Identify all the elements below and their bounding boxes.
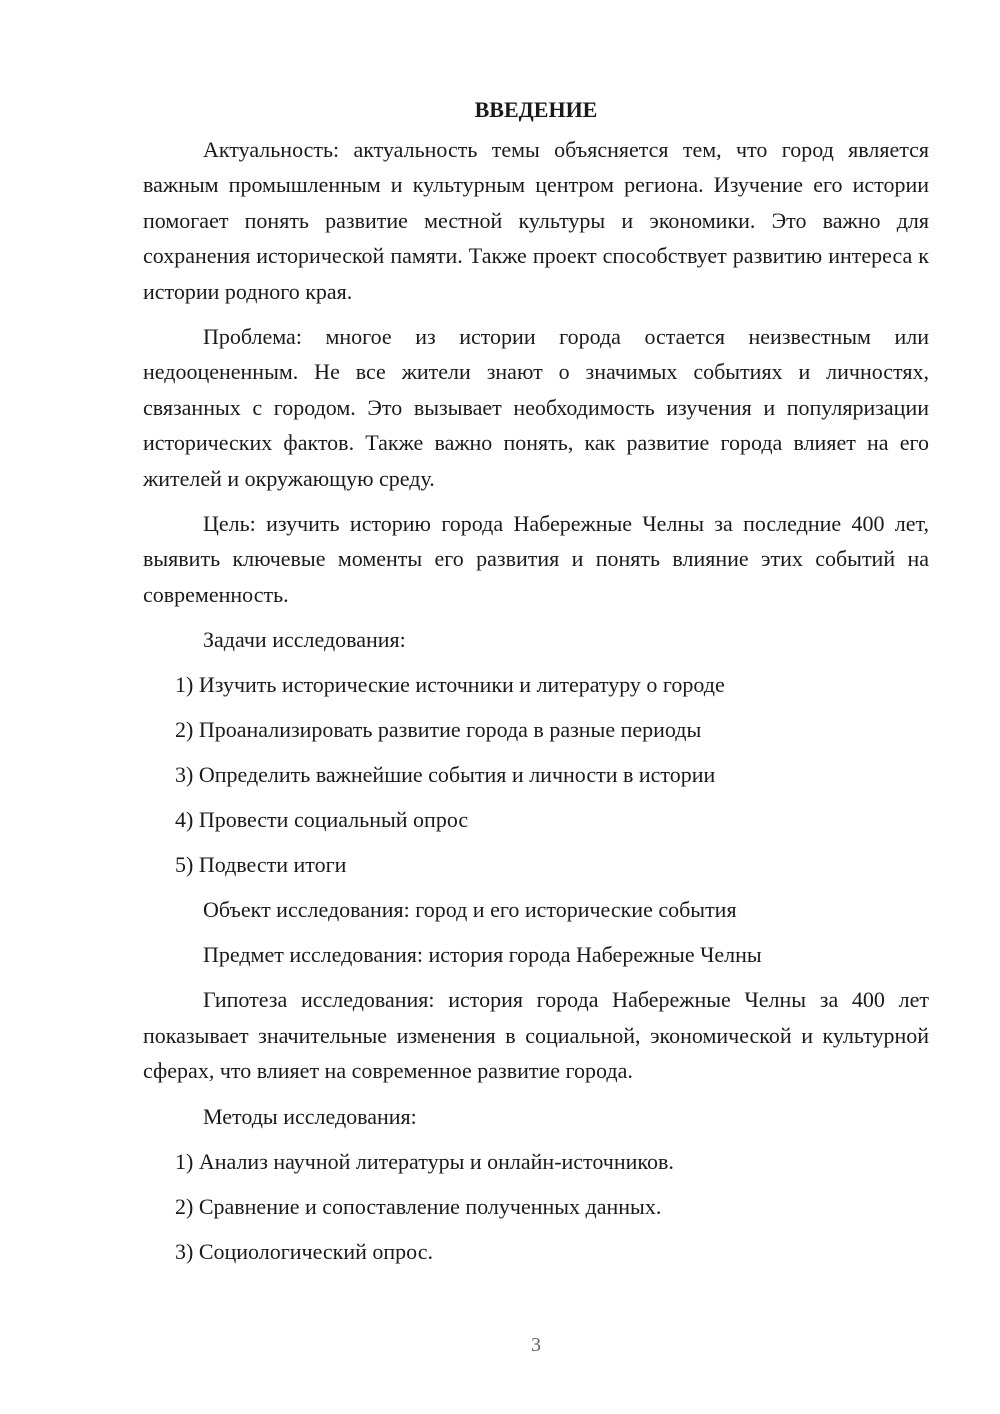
section-heading: ВВЕДЕНИЕ bbox=[474, 97, 598, 122]
goal-paragraph: Цель: изучить историю города Набережные Челны за последние 400 лет, выявить ключевые моменты его развития и понять влияние этих событий на современность. bbox=[143, 511, 929, 607]
problem-paragraph: Проблема: многое из истории города остается неизвестным или недооцененным. Не все жители знают о значимых событиях и личностях, связанных с городом. Это вызывает необходимость изучения и популяризации исторических фактов. Также важно понять, как развитие города влияет на его жителей и окружающую среду. bbox=[143, 324, 929, 491]
methods-title: Методы исследования: bbox=[203, 1103, 417, 1129]
task-item: 1) Изучить исторические источники и литературу о городе bbox=[175, 672, 725, 698]
subject-line: Предмет исследования: история города Набережные Челны bbox=[203, 942, 762, 968]
method-item: 2) Сравнение и сопоставление полученных данных. bbox=[175, 1193, 662, 1219]
task-item: 4) Провести социальный опрос bbox=[175, 807, 469, 833]
tasks-title: Задачи исследования: bbox=[203, 627, 406, 653]
document-body bbox=[143, 92, 929, 1279]
object-line: Объект исследования: город и его исторические события bbox=[203, 897, 737, 923]
method-item: 3) Социологический опрос. bbox=[175, 1238, 433, 1264]
task-item: 5) Подвести итоги bbox=[175, 852, 347, 878]
page-number: 3 bbox=[531, 1334, 541, 1356]
hypothesis-paragraph: Гипотеза исследования: история города Набережные Челны за 400 лет показывает значительные изменения в социальной, экономической и культурной сферах, что влияет на современное развитие города. bbox=[143, 987, 929, 1084]
relevance-paragraph: Актуальность: актуальность темы объясняется тем, что город является важным промышленным и культурным центром региона. Изучение его истории помогает понять развитие местной культуры и экономики. Это важно для сохранения исторической памяти. Также проект способствует развитию интереса к истории родного края. bbox=[143, 137, 929, 304]
method-item: 1) Анализ научной литературы и онлайн-источников. bbox=[175, 1148, 674, 1174]
task-item: 3) Определить важнейшие события и личности в истории bbox=[175, 762, 716, 788]
task-item: 2) Проанализировать развитие города в разные периоды bbox=[175, 717, 702, 743]
